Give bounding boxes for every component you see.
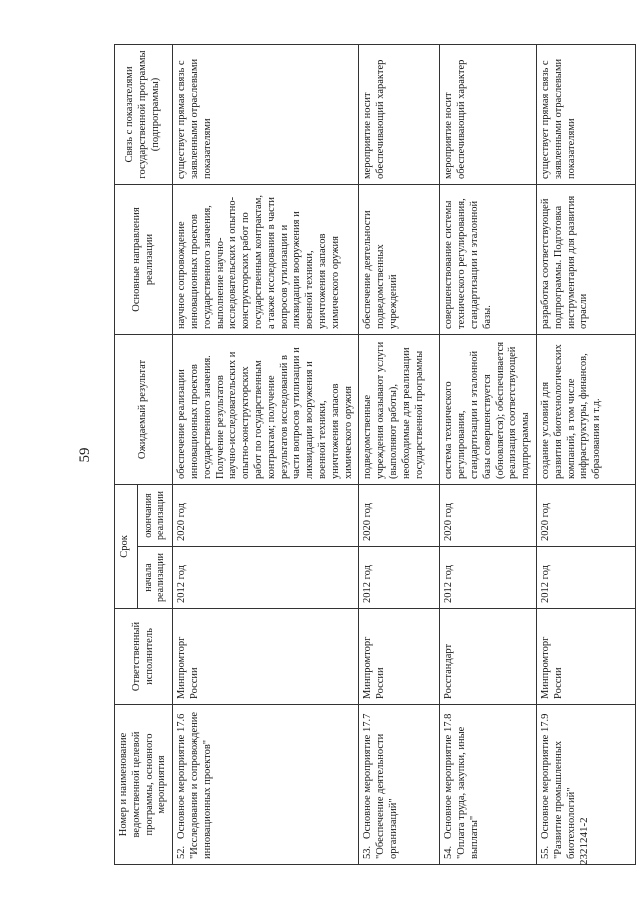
page-number: 59	[77, 447, 93, 463]
result-cell: обеспечение реализации инновационных проектов государственного значения. Получение результатов научно-исследовательских и опытно-конструкторских работ по государственным контрактам; получение результатов исследований в части вопросов утилизации и ликвидации вооружения и военной техники, уничтожения запасов химического оружия	[173, 334, 359, 484]
measure-name: Основное мероприятие 17.9 "Развитие промышленных биотехнологий"	[539, 713, 577, 859]
row-number: 55.	[539, 845, 551, 859]
program-measures-table	[114, 44, 636, 865]
header-end: окончания реализации	[137, 484, 173, 546]
result-cell: система технического регулирования, стандартизации и эталонной базы совершенствуется (обновляется); обеспечивается реализация соответствующей подпрограммы	[440, 334, 537, 484]
header-main-directions: Основные направления реализации	[115, 184, 173, 334]
end-cell: 2020 год	[440, 484, 537, 546]
measure-name-cell	[173, 705, 359, 865]
start-cell: 2012 год	[173, 547, 359, 609]
directions-cell: разработка соответствующей подпрограммы. Подготовка инструментария для развития отрасли	[536, 184, 635, 334]
header-term: Срок	[115, 484, 138, 608]
link-cell: существует прямая связь с заявленными отраслевыми показателями	[536, 44, 635, 184]
directions-cell: совершенствование системы технического регулирования, стандартизации и эталонной базы.	[440, 184, 537, 334]
row-number: 52.	[176, 845, 188, 859]
executor-cell: Минпромторг России	[173, 609, 359, 705]
measure-name: Основное мероприятие 17.8 "Оплата труда, закупки, иные выплаты"	[443, 713, 480, 859]
rotated-content	[70, 45, 610, 865]
executor-cell: Росстандарт	[440, 609, 537, 705]
table-row	[536, 44, 635, 864]
start-cell: 2012 год	[359, 547, 440, 609]
row-number: 54.	[443, 845, 455, 859]
header-start: начала реализации	[137, 547, 173, 609]
header-executor: Ответственный исполнитель	[115, 609, 173, 705]
row-number: 53.	[362, 845, 374, 859]
table-header	[115, 44, 173, 864]
header-expected-result: Ожидаемый результат	[115, 334, 173, 484]
header-program-name: Номер и наименование ведомственной целевой программы, основного мероприятия	[115, 705, 173, 865]
directions-cell: научное сопровождение инновационных проектов государственного значения, выполнение научно-исследовательских и опытно-конструкторских работ по государственным контрактам, а также исследования в части вопросов утилизации и ликвидации вооружения и военной техники, уничтожения запасов химического оружия	[173, 184, 359, 334]
directions-cell: обеспечение деятельности подведомственных учреждений	[359, 184, 440, 334]
end-cell: 2020 год	[173, 484, 359, 546]
result-cell: создание условий для развития биотехнологических компаний, в том числе инфраструктуры, финансов, образования и т.д.	[536, 334, 635, 484]
measure-name: Основное мероприятие 17.7 "Обеспечение деятельности организаций"	[362, 713, 399, 859]
end-cell: 2020 год	[536, 484, 635, 546]
end-cell: 2020 год	[359, 484, 440, 546]
result-cell: подведомственные учреждения оказывают услуги (выполняют работы), необходимые для реализации государственной программы	[359, 334, 440, 484]
measure-name-cell	[359, 705, 440, 865]
table-row	[440, 44, 537, 864]
table-row	[173, 44, 359, 864]
link-cell: мероприятие носит обеспечивающий характер	[440, 44, 537, 184]
table-row	[359, 44, 440, 864]
header-indicators-link: Связь с показателями государственной программы (подпрограммы)	[115, 44, 173, 184]
document-code: 2321241-2	[578, 817, 590, 865]
link-cell: существует прямая связь с заявленными отраслевыми показателями	[173, 44, 359, 184]
executor-cell: Минпромторг России	[359, 609, 440, 705]
measure-name-cell	[440, 705, 537, 865]
executor-cell: Минпромторг России	[536, 609, 635, 705]
link-cell: мероприятие носит обеспечивающий характер	[359, 44, 440, 184]
measure-name: Основное мероприятие 17.6 "Исследования и сопровождение инновационных проектов"	[176, 711, 213, 859]
start-cell: 2012 год	[536, 547, 635, 609]
start-cell: 2012 год	[440, 547, 537, 609]
